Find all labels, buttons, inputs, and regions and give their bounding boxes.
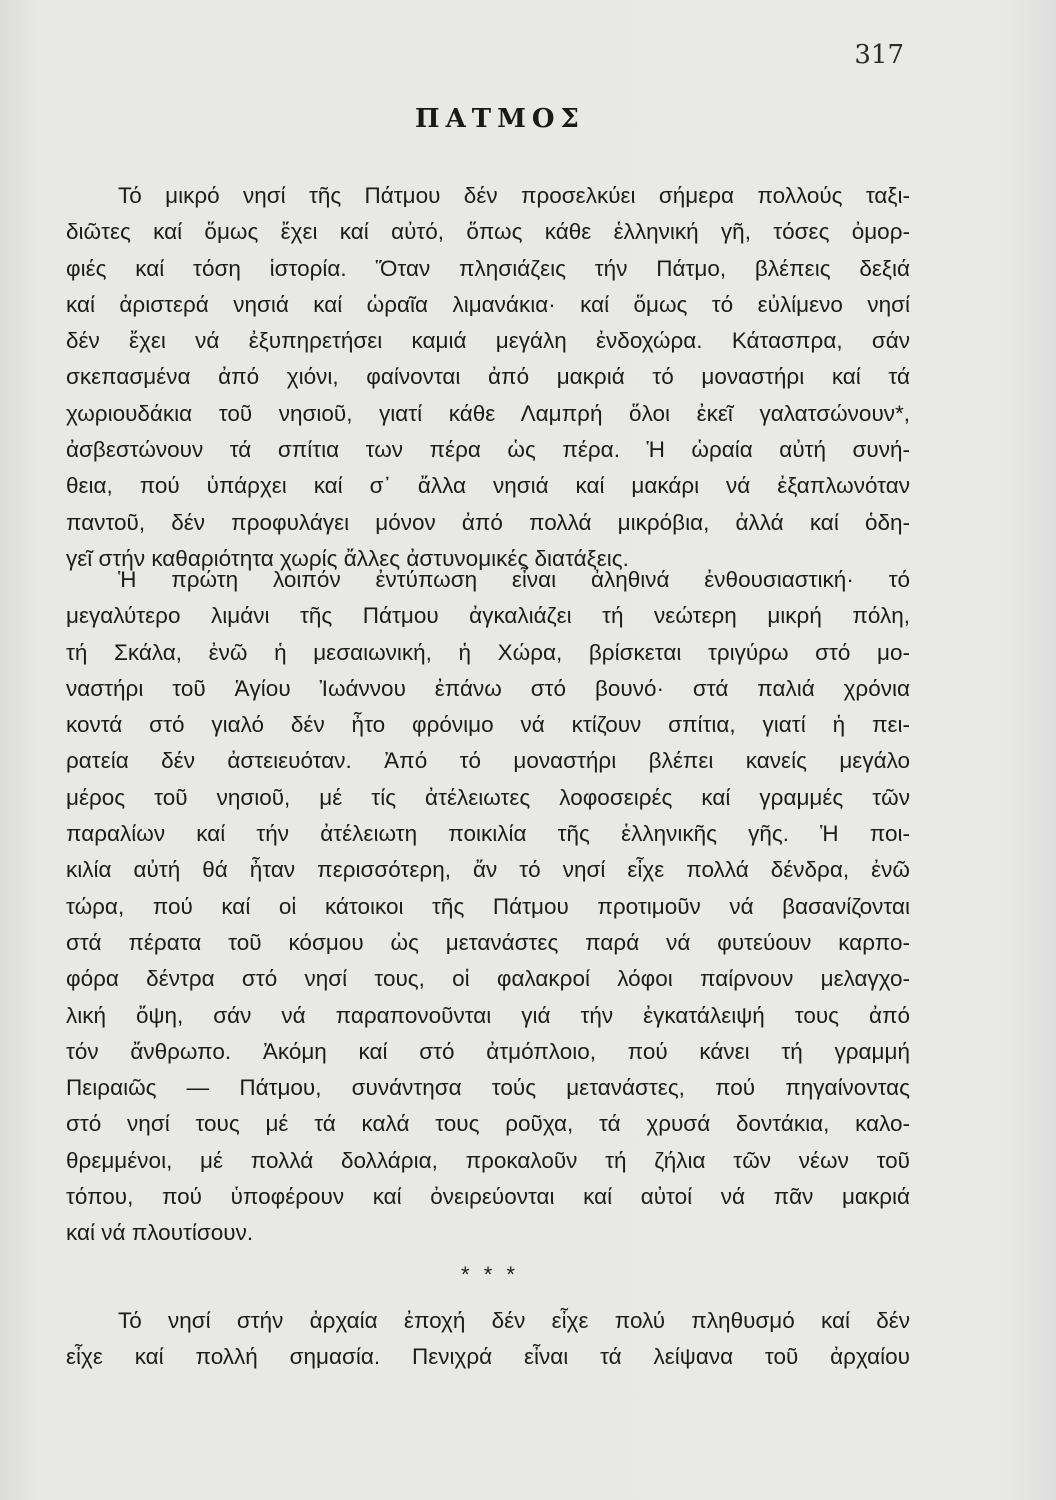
- text-line: φιές καί τόση ἱστορία. Ὅταν πλησιάζεις τήν Πάτμο, βλέπεις δεξιά: [66, 255, 910, 281]
- text-line: παντοῦ, δέν προφυλάγει μόνον ἀπό πολλά μικρόβια, ἀλλά καί ὁδη-: [66, 509, 910, 535]
- text-line: παραλίων καί τήν ἀτέλειωτη ποικιλία τῆς ἑλληνικῆς γῆς. Ἡ ποι-: [66, 821, 910, 847]
- section-separator: * * *: [461, 1262, 519, 1287]
- text-line: σκεπασμένα ἀπό χιόνι, φαίνονται ἀπό μακριά τό μοναστήρι καί τά: [66, 364, 910, 390]
- text-line: τώρα, πού καί οἱ κάτοικοι τῆς Πάτμου προτιμοῦν νά βασανίζονται: [66, 893, 910, 919]
- text-line: ἀσβεστώνουν τά σπίτια των πέρα ὡς πέρα. Ἡ ὡραία αὐτή συνή-: [66, 437, 910, 463]
- text-line: θεια, πού ὑπάρχει καί σ᾿ ἄλλα νησιά καί μακάρι νά ἐξαπλωνόταν: [66, 473, 910, 499]
- text-line: Τό μικρό νησί τῆς Πάτμου δέν προσελκύει σήμερα πολλούς ταξι-: [118, 183, 910, 208]
- text-line: δέν ἔχει νά ἐξυπηρετήσει καμιά μεγάλη ἐνδοχώρα. Κάτασπρα, σάν: [66, 328, 910, 354]
- paragraph-1: [66, 178, 910, 577]
- text-line: τή Σκάλα, ἐνῶ ἡ μεσαιωνική, ἡ Χώρα, βρίσκεται τριγύρω στό μο-: [66, 639, 910, 665]
- text-line: καί νά πλουτίσουν.: [66, 1220, 254, 1246]
- text-line: θρεμμένοι, μέ πολλά δολλάρια, προκαλοῦν τή ζήλια τῶν νέων τοῦ: [66, 1147, 910, 1173]
- text-line: κιλία αὐτή θά ἦταν περισσότερη, ἄν τό νησί εἶχε πολλά δένδρα, ἐνῶ: [66, 857, 910, 883]
- chapter-title: ΠΑΤΜΟΣ: [415, 104, 585, 134]
- text-line: μέρος τοῦ νησιοῦ, μέ τίς ἀτέλειωτες λοφοσειρές καί γραμμές τῶν: [66, 784, 910, 810]
- text-line: Τό νησί στήν ἀρχαία ἐποχή δέν εἶχε πολύ πληθυσμό καί δέν: [118, 1308, 910, 1333]
- text-line: γεῖ στήν καθαριότητα χωρίς ἄλλες ἀστυνομικές διατάξεις.: [66, 545, 629, 571]
- text-line: τόπου, πού ὑποφέρουν καί ὀνειρεύονται καί αὐτοί νά πᾶν μακριά: [66, 1184, 910, 1210]
- paragraph-3: [66, 1303, 910, 1376]
- paragraph-2: [66, 562, 910, 1252]
- text-line: Πειραιῶς — Πάτμου, συνάντησα τούς μετανάστες, πού πηγαίνοντας: [66, 1075, 910, 1101]
- text-line: Ἡ πρώτη λοιπόν ἐντύπωση εἶναι ἀληθινά ἐνθουσιαστική· τό: [118, 567, 910, 592]
- text-line: στό νησί τους μέ τά καλά τους ροῦχα, τά χρυσά δοντάκια, καλο-: [66, 1111, 910, 1137]
- text-line: λική ὄψη, σάν νά παραπονοῦνται γιά τήν ἐγκατάλειψή τους ἀπό: [66, 1002, 910, 1028]
- text-line: στά πέρατα τοῦ κόσμου ὡς μετανάστες παρά νά φυτεύουν καρπο-: [66, 929, 910, 955]
- text-line: μεγαλύτερο λιμάνι τῆς Πάτμου ἀγκαλιάζει τή νεώτερη μικρή πόλη,: [66, 603, 910, 629]
- text-line: χωριουδάκια τοῦ νησιοῦ, γιατί κάθε Λαμπρή ὅλοι ἐκεῖ γαλατσώνουν*,: [66, 400, 910, 426]
- text-line: ρατεία δέν ἀστειευόταν. Ἀπό τό μοναστήρι βλέπει κανείς μεγάλο: [66, 748, 910, 774]
- text-line: φόρα δέντρα στό νησί τους, οἱ φαλακροί λόφοι παίρνουν μελαγχο-: [66, 966, 910, 992]
- text-line: τόν ἄνθρωπο. Ἀκόμη καί στό ἀτμόπλοιο, πού κάνει τή γραμμή: [66, 1038, 910, 1064]
- text-line: διῶτες καί ὅμως ἔχει καί αὐτό, ὅπως κάθε ἑλληνική γῆ, τόσες ὀμορ-: [66, 219, 910, 245]
- text-line: εἶχε καί πολλή σημασία. Πενιχρά εἶναι τά λείψανα τοῦ ἀρχαίου: [66, 1344, 910, 1370]
- page-number: 317: [854, 40, 904, 70]
- text-line: κοντά στό γιαλό δέν ἦτο φρόνιμο νά κτίζουν σπίτια, γιατί ἡ πει-: [66, 712, 910, 738]
- text-line: καί ἀριστερά νησιά καί ὡραῖα λιμανάκια· καί ὅμως τό εὐλίμενο νησί: [66, 291, 910, 317]
- text-line: ναστήρι τοῦ Ἁγίου Ἰωάννου ἐπάνω στό βουνό· στά παλιά χρόνια: [66, 675, 910, 701]
